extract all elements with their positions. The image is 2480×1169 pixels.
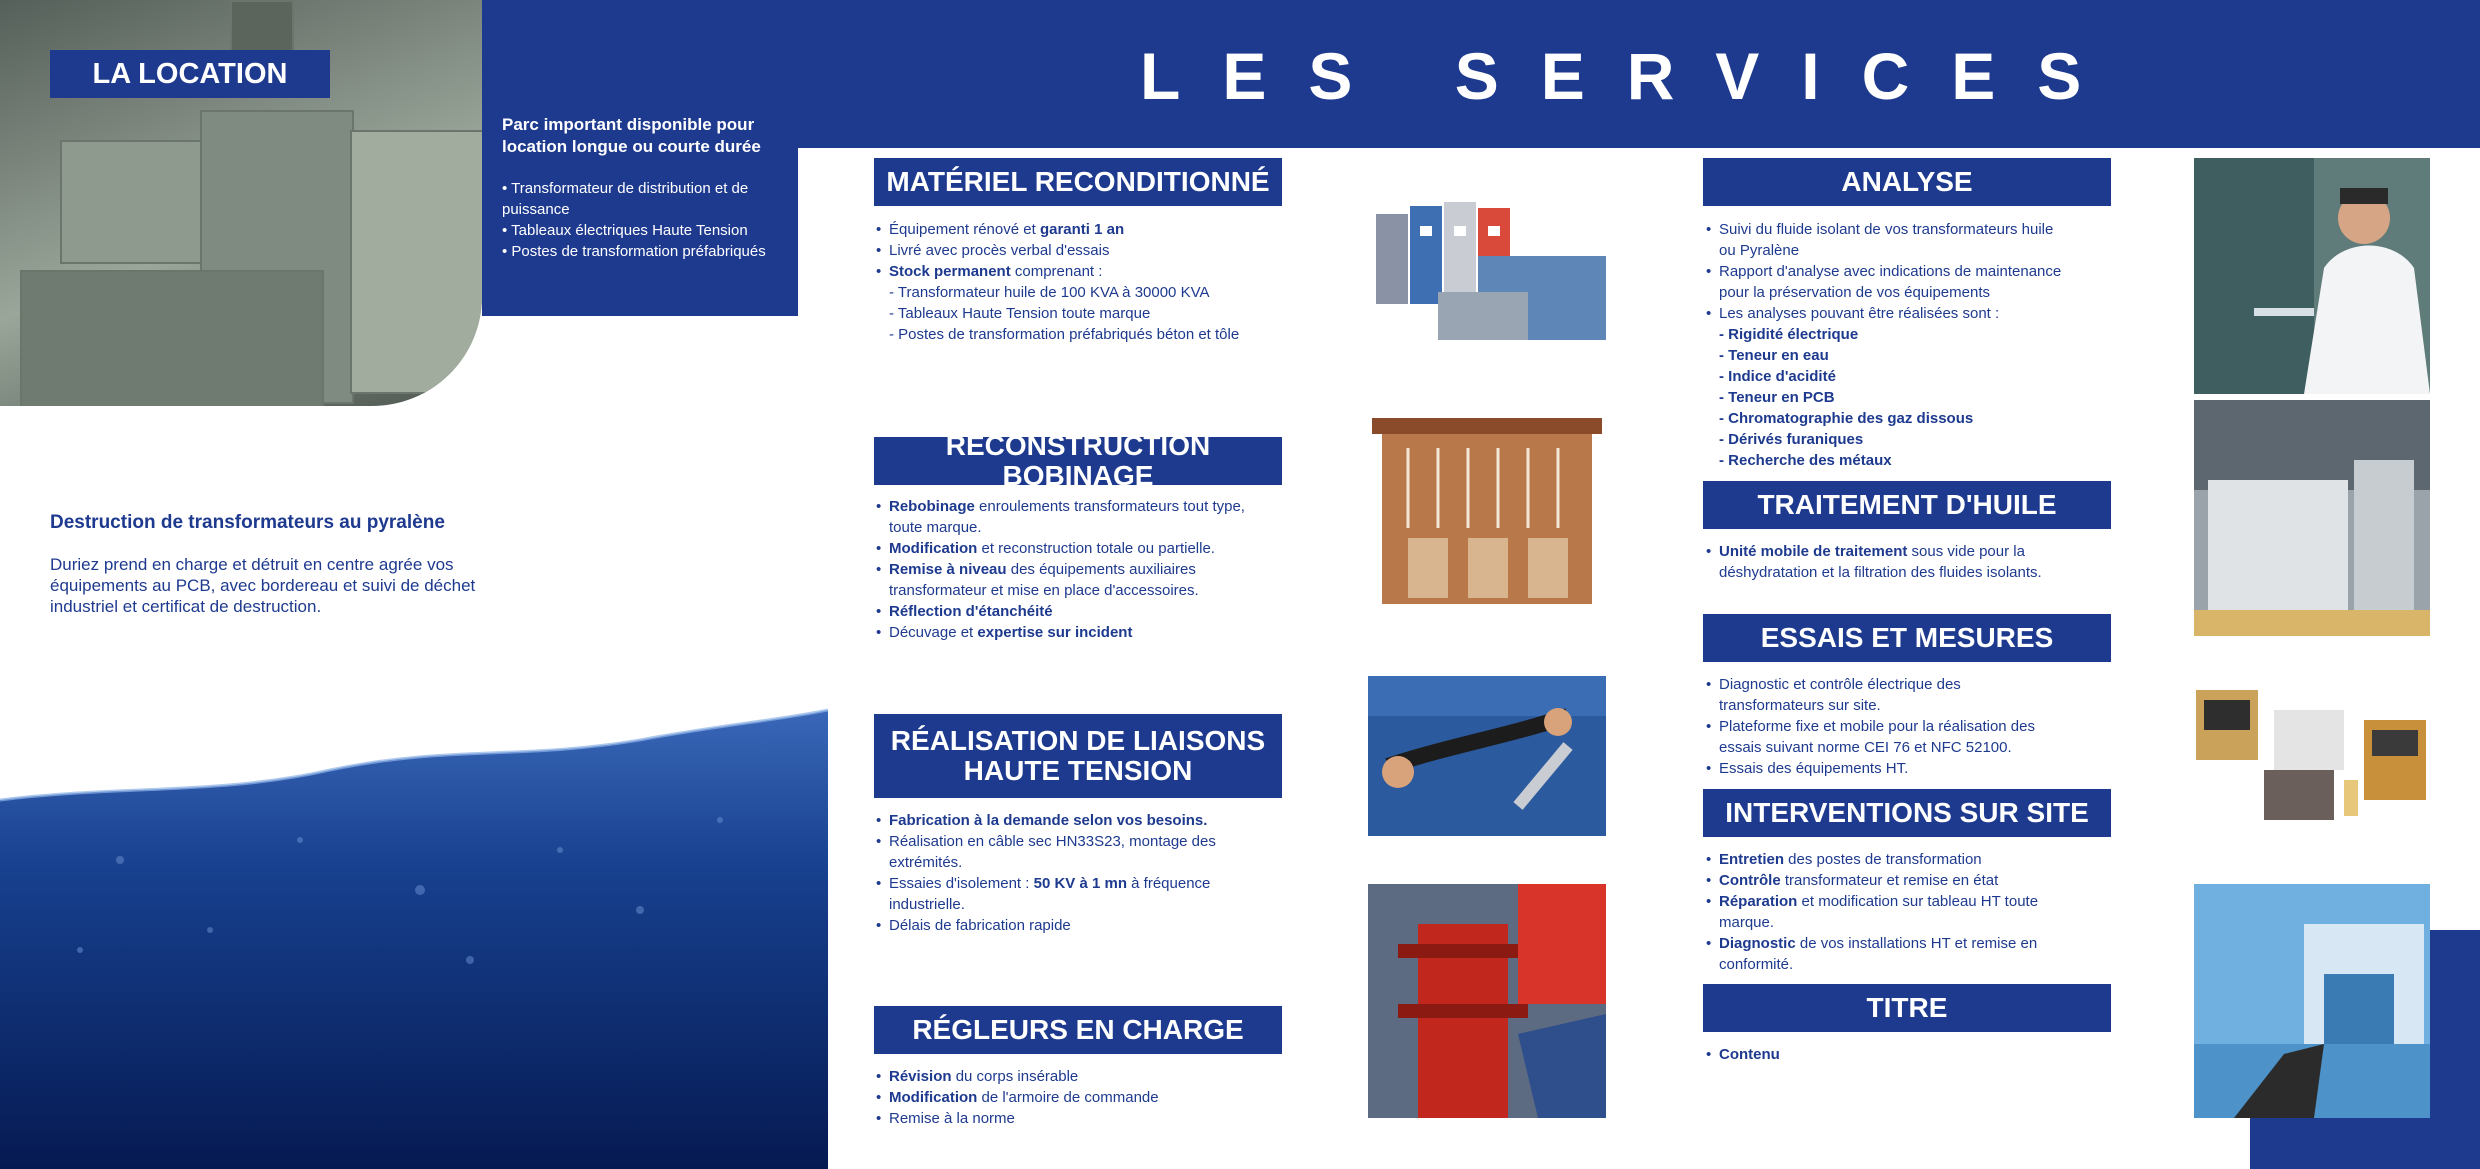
lab-image: [2194, 158, 2430, 394]
service-title-rewinding: RECONSTRUCTION BOBINAGE: [874, 437, 1282, 485]
service-bullet: [876, 622, 1276, 643]
bullet-text: du corps insérable: [951, 1068, 1079, 1085]
bullet-text: Révision: [889, 1068, 952, 1085]
bullet-text: transformateur et remise en état: [1780, 872, 1999, 889]
service-bullet: [876, 810, 1276, 831]
bullet-text: Décuvage et: [889, 624, 978, 641]
bullet-text: Remise à la norme: [889, 1110, 1015, 1127]
service-bullet: [1706, 324, 2066, 345]
service-bullet: [876, 538, 1276, 559]
service-bullet: [1706, 674, 2066, 716]
service-body-site-interventions: [1706, 849, 2066, 975]
service-body-rewinding: [876, 496, 1276, 643]
service-bullet: [876, 601, 1276, 622]
tap-changer-image: [1368, 884, 1606, 1118]
bullet-text: Plateforme fixe et mobile pour la réalisation des essais suivant norme CEI 76 et NFC 52100.: [1719, 718, 2035, 756]
service-bullet: [876, 873, 1276, 915]
bullet-text: - Postes de transformation préfabriqués béton et tôle: [889, 326, 1240, 343]
service-bullet: [1706, 541, 2066, 583]
service-title-site-interventions: INTERVENTIONS SUR SITE: [1703, 789, 2111, 837]
service-bullet: [1706, 849, 2066, 870]
bullet-text: Délais de fabrication rapide: [889, 917, 1071, 934]
service-title-oil-treatment: TRAITEMENT D'HUILE: [1703, 481, 2111, 529]
service-bullet: [1706, 219, 2066, 261]
bullet-text: Remise à niveau: [889, 561, 1007, 578]
bullet-text: Modification: [889, 540, 978, 557]
location-item: • Transformateur de distribution et de puissance: [502, 178, 792, 220]
location-item: • Tableaux électriques Haute Tension: [502, 220, 792, 241]
bullet-text: Contenu: [1719, 1046, 1780, 1063]
bullet-text: - Teneur en PCB: [1719, 389, 1835, 406]
service-bullet: [876, 559, 1276, 601]
service-bullet: [876, 831, 1276, 873]
bullet-text: Diagnostic et contrôle électrique des transformateurs sur site.: [1719, 676, 1961, 714]
service-bullet: [1706, 716, 2066, 758]
bullet-text: - Teneur en eau: [1719, 347, 1829, 364]
location-panel: [482, 0, 798, 316]
service-bullet: [876, 219, 1276, 240]
bullet-text: 50 KV à 1 mn: [1033, 875, 1127, 892]
service-bullet: [876, 496, 1276, 538]
winding-image: [1368, 418, 1606, 614]
bullet-text: des équipements auxiliaires transformateur et mise en place d'accessoires.: [889, 561, 1199, 599]
bullet-text: Modification: [889, 1089, 978, 1106]
bullet-text: - Dérivés furaniques: [1719, 431, 1864, 448]
bullet-text: Réparation: [1719, 893, 1798, 910]
service-bullet: [876, 240, 1276, 261]
service-bullet: [876, 1087, 1276, 1108]
service-body-analysis: [1706, 219, 2066, 471]
service-bullet: [1706, 408, 2066, 429]
page-title: LES SERVICES: [1140, 39, 2124, 113]
service-bullet: [1706, 345, 2066, 366]
service-bullet: [1706, 387, 2066, 408]
service-bullet: [1706, 870, 2066, 891]
switchgear-image: [1368, 196, 1606, 348]
service-body-titre: [1706, 1044, 2066, 1065]
service-bullet: [1706, 261, 2066, 303]
location-item: • Postes de transformation préfabriqués: [502, 241, 792, 262]
service-bullet: [1706, 891, 2066, 933]
bullet-text: de vos installations HT et remise en conformité.: [1719, 935, 2038, 973]
service-bullet: [876, 915, 1276, 936]
bullet-text: - Tableaux Haute Tension toute marque: [889, 305, 1151, 322]
location-list: [502, 178, 792, 262]
service-body-tests: [1706, 674, 2066, 779]
bullet-text: Fabrication à la demande selon vos besoins.: [889, 812, 1208, 829]
service-body-reconditioned: [876, 219, 1276, 345]
service-title-tests: ESSAIS ET MESURES: [1703, 614, 2111, 662]
bullet-text: Les analyses pouvant être réalisées sont :: [1719, 305, 2000, 322]
bullet-text: Essais des équipements HT.: [1719, 760, 1909, 777]
water-image: [0, 700, 828, 1169]
bullet-text: Stock permanent: [889, 263, 1011, 280]
bullet-text: et modification sur tableau HT toute marque.: [1719, 893, 2039, 931]
bullet-text: Équipement rénové et: [889, 221, 1040, 238]
service-bullet: [1706, 429, 2066, 450]
bullet-text: Réflection d'étanchéité: [889, 603, 1053, 620]
service-bullet: [876, 303, 1276, 324]
bullet-text: des postes de transformation: [1784, 851, 1982, 868]
service-bullet: [1706, 450, 2066, 471]
bullet-text: comprenant :: [1010, 263, 1103, 280]
service-title-titre: TITRE: [1703, 984, 2111, 1032]
service-bullet: [1706, 933, 2066, 975]
bullet-text: à fréquence industrielle.: [889, 875, 1211, 913]
bullet-text: garanti 1 an: [1039, 221, 1125, 238]
bullet-text: de l'armoire de commande: [977, 1089, 1159, 1106]
destruction-title: Destruction de transformateurs au pyralène: [50, 512, 445, 533]
location-label: LA LOCATION: [50, 50, 330, 98]
cable-image: [1368, 676, 1606, 836]
bullet-text: Entretien: [1719, 851, 1785, 868]
bullet-text: Essaies d'isolement :: [889, 875, 1034, 892]
service-title-hv-links: RÉALISATION DE LIAISONS HAUTE TENSION: [874, 714, 1282, 798]
oil-treatment-image: [2194, 400, 2430, 636]
bullet-text: Réalisation en câble sec HN33S23, montage des extrémités.: [889, 833, 1216, 871]
measurement-image: [2194, 884, 2430, 1118]
service-bullet: [1706, 758, 2066, 779]
bullet-text: Rebobinage: [889, 498, 975, 515]
bullet-text: - Transformateur huile de 100 KVA à 30000 KVA: [889, 284, 1210, 301]
service-bullet: [876, 261, 1276, 282]
service-title-tap-changers: RÉGLEURS EN CHARGE: [874, 1006, 1282, 1054]
bullet-text: Contrôle: [1719, 872, 1781, 889]
bullet-text: - Indice d'acidité: [1719, 368, 1836, 385]
service-bullet: [876, 1066, 1276, 1087]
test-equipment-image: [2194, 680, 2430, 830]
service-bullet: [876, 324, 1276, 345]
destruction-text: Duriez prend en charge et détruit en centre agrée vos équipements au PCB, avec bordereau et suivi de déchet industriel et certificat de destruction.: [50, 555, 476, 616]
service-body-hv-links: [876, 810, 1276, 936]
service-title-analysis: ANALYSE: [1703, 158, 2111, 206]
service-bullet: [876, 1108, 1276, 1129]
bullet-text: expertise sur incident: [977, 624, 1133, 641]
bullet-text: et reconstruction totale ou partielle.: [977, 540, 1215, 557]
service-bullet: [1706, 366, 2066, 387]
bullet-text: - Rigidité électrique: [1719, 326, 1859, 343]
bullet-text: sous vide pour la déshydratation et la filtration des fluides isolants.: [1719, 543, 2042, 581]
bullet-text: Diagnostic: [1719, 935, 1796, 952]
service-bullet: [1706, 303, 2066, 324]
service-bullet: [1706, 1044, 2066, 1065]
service-body-tap-changers: [876, 1066, 1276, 1129]
bullet-text: - Chromatographie des gaz dissous: [1719, 410, 1974, 427]
bullet-text: - Recherche des métaux: [1719, 452, 1892, 469]
service-bullet: [876, 282, 1276, 303]
service-title-reconditioned: MATÉRIEL RECONDITIONNÉ: [874, 158, 1282, 206]
service-body-oil-treatment: [1706, 541, 2066, 583]
bullet-text: Livré avec procès verbal d'essais: [889, 242, 1110, 259]
bullet-text: Rapport d'analyse avec indications de maintenance pour la préservation de vos équipements: [1719, 263, 2062, 301]
bullet-text: Unité mobile de traitement: [1719, 543, 1908, 560]
bullet-text: enroulements transformateurs tout type, toute marque.: [889, 498, 1245, 536]
bullet-text: Suivi du fluide isolant de vos transformateurs huile ou Pyralène: [1719, 221, 2054, 259]
location-heading: Parc important disponible pour location longue ou courte durée: [502, 115, 761, 156]
